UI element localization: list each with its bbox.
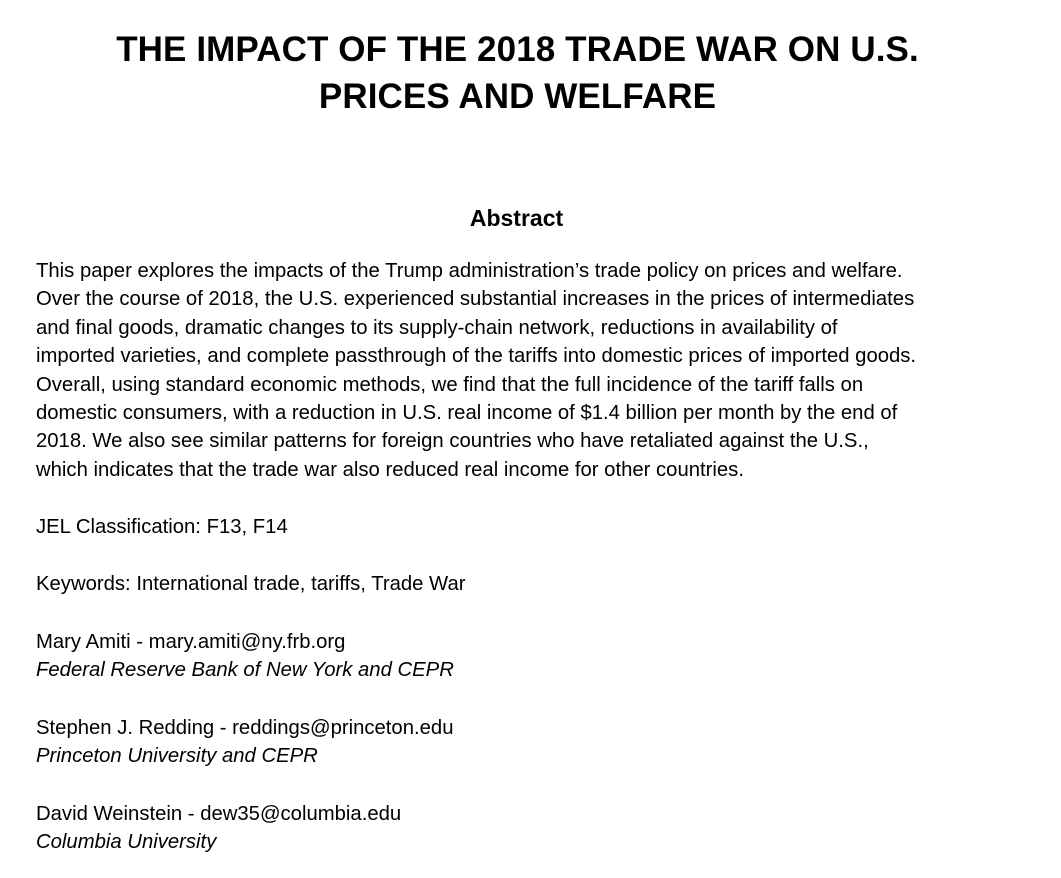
abstract-line: which indicates that the trade war also reduced real income for other countries. [36,458,744,481]
author-block-amiti [36,628,454,685]
abstract-line: Over the course of 2018, the U.S. experienced substantial increases in the prices of intermediates [36,288,915,311]
author-name-email: Stephen J. Redding - reddings@princeton.edu [36,717,454,739]
author-affiliation: Columbia University [36,831,217,854]
paper-title-line-1: THE IMPACT OF THE 2018 TRADE WAR ON U.S. [116,30,919,69]
jel-classification: JEL Classification: F13, F14 [36,516,288,538]
paper-title [40,26,995,120]
author-name-email: Mary Amiti - mary.amiti@ny.frb.org [36,631,346,653]
author-name-email: David Weinstein - dew35@columbia.edu [36,803,402,825]
abstract-heading: Abstract [469,205,564,231]
abstract-body [36,257,1026,484]
author-affiliation: Princeton University and CEPR [36,745,318,768]
paper-title-line-2: PRICES AND WELFARE [318,77,717,116]
author-block-weinstein [36,800,401,857]
abstract-line: Overall, using standard economic methods, we find that the full incidence of the tariff falls on [36,373,864,396]
author-block-redding [36,714,453,771]
abstract-line: This paper explores the impacts of the Trump administration’s trade policy on prices and welfare. [36,260,903,282]
author-affiliation: Federal Reserve Bank of New York and CEPR [36,659,454,682]
abstract-line: imported varieties, and complete passthrough of the tariffs into domestic prices of imported goods. [36,345,917,368]
abstract-line: and final goods, dramatic changes to its supply-chain network, reductions in availability of [36,316,838,339]
abstract-line: 2018. We also see similar patterns for foreign countries who have retaliated against the U.S., [36,430,869,453]
keywords: Keywords: International trade, tariffs, Trade War [36,573,466,595]
abstract-line: domestic consumers, with a reduction in U.S. real income of $1.4 billion per month by the end of [36,402,898,425]
